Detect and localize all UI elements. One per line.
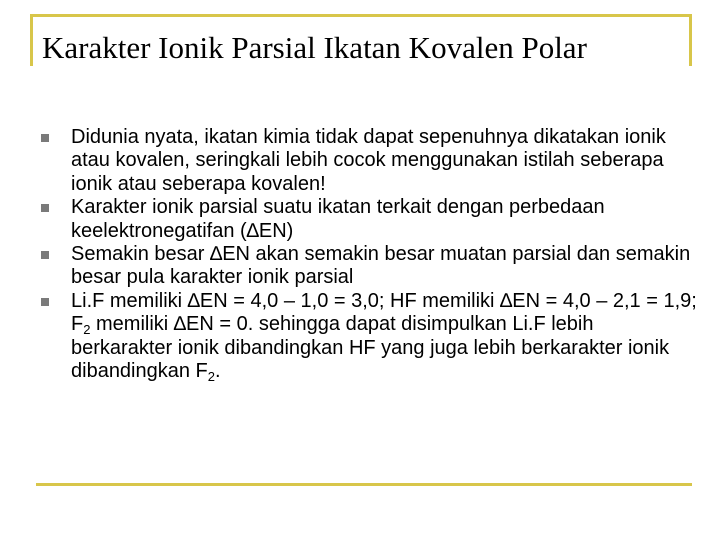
bullet-text-part: Li.F memiliki ∆EN = 4,0 – 1,0 = 3,0; HF memiliki ∆EN = 4,0 – 2,1 = 1,9; F [71,289,697,336]
bullet-list [40,126,700,383]
bullet-text-part: . [215,360,221,383]
bullet-text [71,289,697,385]
frame-top-line [30,14,692,17]
square-bullet-icon [41,204,49,212]
slide-title: Karakter Ionik Parsial Ikatan Kovalen Polar [42,30,587,65]
frame-left-line [30,14,33,66]
bullet-item [40,126,700,196]
subscript: 2 [207,369,216,385]
bullet-text: Didunia nyata, ikatan kimia tidak dapat sepenuhnya dikatakan ionik atau kovalen, seringkali lebih cocok menggunakan istilah seberapa ionik atau seberapa kovalen! [71,126,666,195]
bullet-text: Semakin besar ∆EN akan semakin besar muatan parsial dan semakin besar pula karakter ionik parsial [71,243,691,289]
bullet-item [40,290,700,384]
frame-bottom-line [36,483,692,486]
subscript: 2 [83,322,91,338]
square-bullet-icon [41,298,49,306]
frame-right-line [689,14,692,66]
bullet-item [40,196,700,243]
bullet-text: Karakter ionik parsial suatu ikatan terkait dengan perbedaan keelektronegatifan (∆EN) [71,196,605,242]
bullet-item [40,243,700,290]
square-bullet-icon [41,134,49,142]
square-bullet-icon [41,251,49,259]
bullet-text-part: memiliki ∆EN = 0. sehingga dapat disimpulkan Li.F lebih berkarakter ionik dibandingkan HF yang juga lebih berkarakter ionik dibandingkan F [71,313,670,383]
